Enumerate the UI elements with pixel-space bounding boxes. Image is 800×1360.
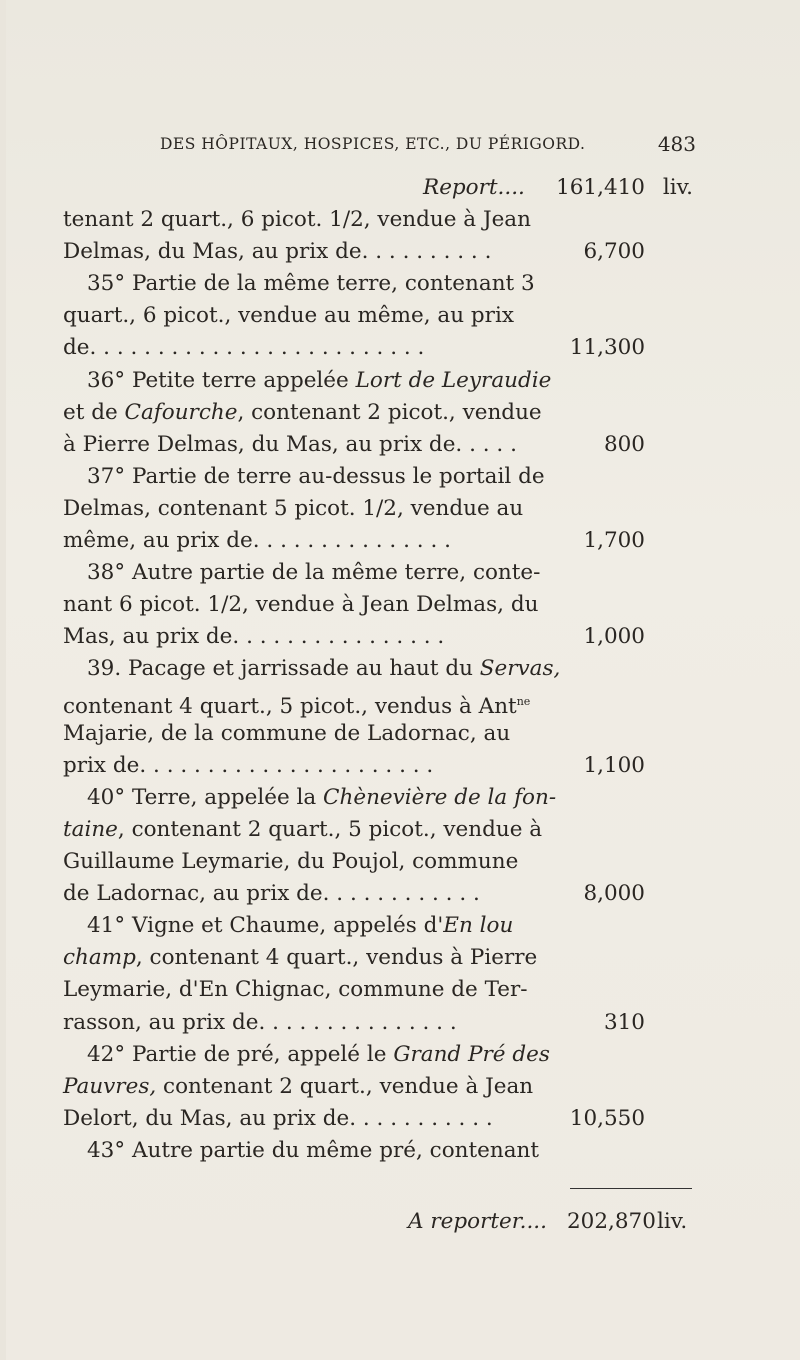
carry-forward-label: A reporter....	[408, 1209, 547, 1234]
superscript: ne	[516, 694, 531, 708]
line-text	[87, 910, 513, 942]
page-number: 483	[657, 132, 696, 156]
ledger-line	[63, 1071, 693, 1103]
plain-text: Mas, au prix de. . . . . . . . . . . . . . . .	[63, 624, 445, 650]
carry-forward-line	[0, 1206, 800, 1238]
running-header	[160, 132, 696, 156]
italic-text: Servas,	[479, 656, 561, 682]
line-text	[63, 846, 518, 878]
plain-text: rasson, au prix de. . . . . . . . . . . . . . .	[63, 1009, 457, 1035]
running-title: DES HÔPITAUX, HOSPICES, ETC., DU PÉRIGORD.	[160, 135, 586, 153]
line-amount: 11,300	[569, 335, 645, 361]
plain-text: tenant 2 quart., 6 picot. 1/2, vendue à Jean	[63, 207, 531, 232]
line-amount: 800	[603, 431, 645, 457]
line-text	[63, 236, 491, 268]
line-text	[63, 300, 514, 332]
plain-text: prix de. . . . . . . . . . . . . . . . . . . . . .	[63, 752, 434, 778]
italic-text: taine	[63, 816, 118, 842]
ledger-line	[63, 525, 693, 557]
ledger-line	[63, 846, 693, 878]
italic-text: Pauvres,	[63, 1073, 157, 1099]
line-text	[63, 750, 433, 782]
plain-text: 35° Partie de la même terre, contenant 3	[87, 271, 535, 297]
line-text	[87, 268, 535, 300]
line-text	[63, 814, 542, 846]
line-text	[63, 332, 424, 364]
line-text	[63, 589, 538, 621]
plain-text: 39. Pacage et jarrissade au haut du	[87, 656, 480, 682]
line-text	[87, 1135, 539, 1167]
plain-text: de Ladornac, au prix de. . . . . . . . . . . .	[63, 881, 480, 907]
line-text	[63, 204, 531, 236]
line-text	[63, 429, 517, 461]
report-unit: liv.	[662, 175, 693, 200]
ledger-line	[63, 910, 693, 942]
plain-text: 42° Partie de pré, appelé le	[87, 1041, 394, 1067]
ledger-line	[63, 268, 693, 300]
line-amount: 8,000	[583, 881, 645, 907]
ledger-line	[63, 750, 693, 782]
ledger-line	[63, 686, 693, 718]
ledger-line	[63, 493, 693, 525]
report-amount: 161,410	[556, 175, 645, 200]
line-text	[87, 1039, 550, 1071]
line-amount: 1,700	[583, 528, 645, 553]
plain-text: , contenant 2 picot., vendue	[237, 399, 542, 425]
line-text	[63, 878, 480, 910]
ledger-line	[63, 1135, 693, 1167]
plain-text: Delort, du Mas, au prix de. . . . . . . . . . .	[63, 1105, 493, 1131]
line-text	[63, 1103, 493, 1135]
plain-text: nant 6 picot. 1/2, vendue à Jean Delmas, du	[63, 592, 539, 618]
ledger-line	[63, 397, 693, 429]
line-text	[63, 525, 451, 557]
ledger-line	[63, 1039, 693, 1071]
ledger-line	[63, 878, 693, 910]
italic-text: Cafourche	[124, 399, 238, 425]
plain-text: Delmas, contenant 5 picot. 1/2, vendue au	[63, 495, 524, 521]
ledger-line	[63, 974, 693, 1006]
plain-text: contenant 2 quart., vendue à Jean	[156, 1073, 534, 1099]
plain-text: 37° Partie de terre au-dessus le portail de	[87, 463, 545, 489]
ledger-line	[63, 718, 693, 750]
line-text	[63, 942, 537, 974]
ledger-line	[63, 461, 693, 493]
line-amount: 1,100	[583, 752, 645, 778]
line-amount: 310	[603, 1009, 645, 1035]
plain-text: Leymarie, d'En Chignac, commune de Ter-	[63, 977, 528, 1003]
ledger-line	[63, 557, 693, 589]
plain-text: à Pierre Delmas, du Mas, au prix de. . . . .	[63, 431, 517, 457]
ledger-line	[63, 429, 693, 461]
ledger-line	[63, 621, 693, 653]
line-amount: 1,000	[583, 624, 645, 650]
line-text	[87, 365, 551, 397]
carry-forward-amount: 202,870	[567, 1209, 656, 1234]
plain-text: 38° Autre partie de la même terre, conte-	[87, 560, 541, 586]
plain-text: même, au prix de. . . . . . . . . . . . . . .	[63, 528, 451, 553]
line-text	[63, 974, 528, 1006]
plain-text: Delmas, du Mas, au prix de. . . . . . . . . .	[63, 239, 492, 265]
plain-text: 36° Petite terre appelée	[87, 367, 356, 393]
total-rule	[570, 1188, 692, 1189]
line-text	[87, 557, 540, 589]
ledger-line	[63, 300, 693, 332]
line-text	[63, 493, 523, 525]
plain-text: de. . . . . . . . . . . . . . . . . . . . . . . . .	[63, 335, 425, 361]
plain-text: contenant 4 quart., 5 picot., vendus à Ant	[63, 693, 517, 719]
plain-text: , contenant 2 quart., 5 picot., vendue à	[117, 816, 543, 842]
line-text	[87, 782, 556, 814]
italic-text: Grand Pré des	[393, 1041, 550, 1067]
plain-text: Guillaume Leymarie, du Poujol, commune	[63, 849, 519, 874]
ledger-line	[63, 1103, 693, 1135]
ledger-line	[63, 782, 693, 814]
report-label: Report....	[423, 175, 525, 200]
plain-text: et de	[63, 399, 125, 425]
line-text	[63, 718, 510, 750]
ledger-line	[63, 653, 693, 685]
line-amount: 6,700	[583, 239, 645, 265]
plain-text: , contenant 4 quart., vendus à Pierre	[135, 945, 538, 971]
line-amount: 10,550	[569, 1105, 645, 1131]
ledger-line	[63, 365, 693, 397]
italic-text: champ	[63, 945, 136, 971]
line-text	[63, 1007, 457, 1039]
line-text	[87, 653, 560, 685]
plain-text: 40° Terre, appelée la	[87, 784, 324, 810]
line-text	[63, 621, 444, 653]
ledger-line	[63, 236, 693, 268]
line-text	[87, 461, 545, 493]
plain-text: 43° Autre partie du même pré, contenant	[87, 1137, 540, 1163]
ledger-line	[63, 942, 693, 974]
italic-text: Chènevière de la fon-	[323, 784, 557, 810]
carry-forward-unit: liv.	[657, 1209, 688, 1234]
ledger-line	[63, 1007, 693, 1039]
plain-text: quart., 6 picot., vendue au même, au prix	[63, 303, 514, 329]
ledger-line	[63, 589, 693, 621]
line-text	[63, 1071, 533, 1103]
italic-text: En lou	[443, 913, 514, 939]
italic-text: Lort de Leyraudie	[355, 367, 552, 393]
report-line	[63, 172, 693, 204]
plain-text: 41° Vigne et Chaume, appelés d'	[87, 913, 444, 939]
plain-text: Majarie, de la commune de Ladornac, au	[63, 720, 511, 746]
line-text	[63, 397, 542, 429]
ledger-line	[63, 332, 693, 364]
ledger-line	[63, 814, 693, 846]
ledger-line	[63, 204, 693, 236]
